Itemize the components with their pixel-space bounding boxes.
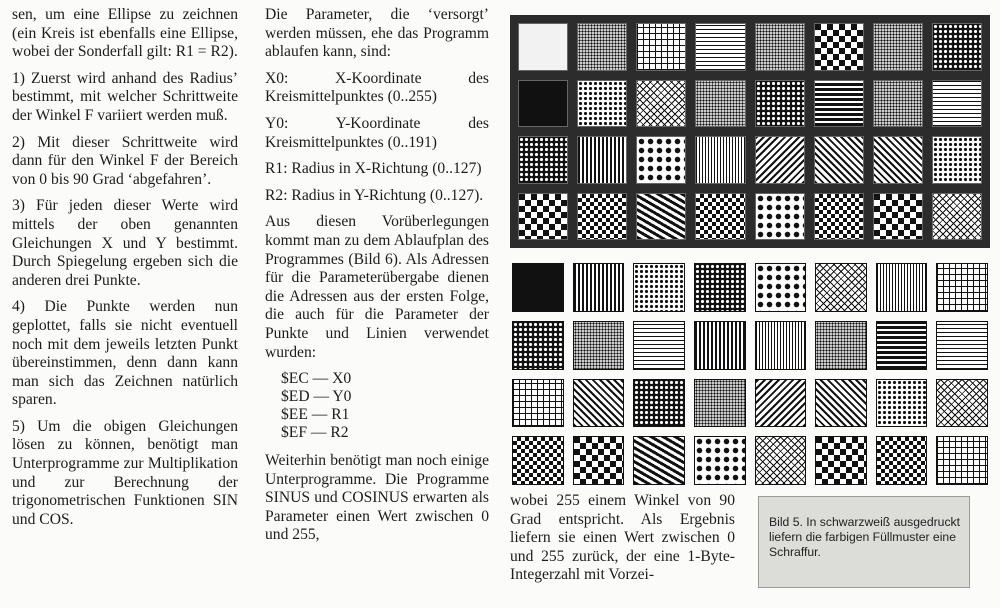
color-pattern-tile	[932, 80, 982, 128]
parameter-y0: Y0: Y-Koordinate des Kreismittelpunktes (0..191)	[265, 114, 489, 151]
color-pattern-tile	[518, 193, 568, 241]
color-pattern-tile	[873, 136, 923, 184]
color-pattern-tile	[814, 136, 864, 184]
bw-pattern-tile	[936, 436, 988, 485]
color-pattern-tile	[636, 80, 686, 128]
bw-pattern-tile	[876, 321, 928, 370]
color-pattern-tile	[932, 136, 982, 184]
parameter-r1: R1: Radius in X-Richtung (0..127)	[265, 160, 482, 178]
text-column-3	[510, 492, 735, 593]
bw-pattern-tile	[936, 379, 988, 428]
color-pattern-tile	[755, 80, 805, 128]
text-column-1	[12, 6, 238, 537]
bw-pattern-tile	[694, 321, 746, 370]
color-pattern-tile	[577, 193, 627, 241]
paragraph: 3) Für jeden dieser Werte wird mittels der oben genannten Gleichungen X und Y bestimmt. Durch Spiegelung ergeben sich die anderen drei Punkte.	[12, 197, 238, 289]
color-pattern-tile	[814, 193, 864, 241]
bw-pattern-tile	[512, 379, 564, 428]
bw-pattern-tile	[633, 321, 685, 370]
paragraph: 5) Um die obigen Gleichungen lösen zu können, benötigt man Unterprogramme zur Multiplikation und zur Berechnung der trigonometrischen Funktionen SIN und COS.	[12, 417, 238, 528]
color-pattern-tile	[518, 23, 568, 71]
bw-pattern-tile	[694, 263, 746, 312]
address-list	[281, 370, 489, 442]
bw-pattern-tile	[573, 321, 625, 370]
bw-pattern-tile	[512, 263, 564, 312]
caption-text: Bild 5. In schwarzweiß ausgedruckt liefern die farbigen Füllmuster eine Schraffur.	[769, 515, 961, 559]
color-pattern-tile	[873, 193, 923, 241]
color-pattern-tile	[695, 80, 745, 128]
bw-pattern-tile	[755, 321, 807, 370]
paragraph: 4) Die Punkte werden nun geplottet, falls sie nicht eventuell noch mit dem jeweils letzten Punkt übereinstimmen, denn dann kann man sich das Zeichnen natürlich sparen.	[12, 298, 238, 409]
bw-pattern-tile	[755, 379, 807, 428]
color-pattern-tile	[518, 80, 568, 128]
color-pattern-tile	[695, 136, 745, 184]
color-pattern-tile	[755, 193, 805, 241]
bw-pattern-tile	[694, 379, 746, 428]
color-pattern-tile	[577, 80, 627, 128]
parameter-r2: R2: Radius in Y-Richtung (0..127).	[265, 186, 484, 204]
bw-pattern-tile	[815, 436, 867, 485]
bw-pattern-tile	[936, 263, 988, 312]
paragraph: 1) Zuerst wird anhand des Radius’ bestimmt, mit welcher Schrittweite der Winkel F variiert werden muß.	[12, 69, 238, 124]
bw-pattern-tile	[633, 379, 685, 428]
address-item: $ED — Y0	[281, 388, 352, 406]
bw-pattern-tile	[633, 263, 685, 312]
paragraph: wobei 255 einem Winkel von 90 Grad entspricht. Als Ergebnis liefern sie einen Wert zwischen 0 und 255 zurück, der eine 1-Byte-Integerzahl mit Vorzei-	[510, 492, 735, 584]
address-item: $EF — R2	[281, 424, 349, 442]
color-pattern-tile	[755, 136, 805, 184]
color-pattern-tile	[814, 80, 864, 128]
color-pattern-tile	[636, 136, 686, 184]
bw-pattern-tile	[633, 436, 685, 485]
paragraph: Aus diesen Vorüberlegungen kommt man zu dem Ablaufplan des Programmes (Bild 6). Als Adressen für die Parameterübergabe dienen die Adressen aus der ersten Folge, die auch für die Parameter der Punkte und Linien verwendet wurden:	[265, 213, 489, 361]
bw-pattern-tile	[573, 379, 625, 428]
color-pattern-tile	[873, 23, 923, 71]
paragraph: Weiterhin benötigt man noch einige Unterprogramme. Die Programme SINUS und COSINUS erwarten als Parameter einen Wert zwischen 0 und 255,	[265, 452, 489, 544]
bw-pattern-tile	[573, 436, 625, 485]
bw-pattern-tile	[815, 321, 867, 370]
color-pattern-tile	[695, 193, 745, 241]
color-pattern-tile	[932, 23, 982, 71]
bw-pattern-tile	[876, 379, 928, 428]
figure-caption	[758, 496, 970, 588]
bw-pattern-tile	[512, 436, 564, 485]
parameter-x0: X0: X-Koordinate des Kreismittelpunktes (0..255)	[265, 69, 489, 106]
bw-pattern-tile	[936, 321, 988, 370]
paragraph: Die Parameter, die ‘versorgt’ werden müssen, ehe das Programm ablaufen kann, sind:	[265, 6, 489, 61]
bw-pattern-tile	[815, 263, 867, 312]
text-column-2	[265, 6, 489, 553]
paragraph: sen, um eine Ellipse zu zeichnen (ein Kreis ist ebenfalls eine Ellipse, wobei der Sonderfall gilt: R1 = R2).	[12, 6, 238, 61]
color-pattern-tile	[755, 23, 805, 71]
address-item: $EE — R1	[281, 406, 350, 424]
bw-pattern-tile	[512, 321, 564, 370]
bw-pattern-tile	[876, 263, 928, 312]
paragraph: 2) Mit dieser Schrittweite wird dann für den Winkel F der Bereich von 0 bis 90 Grad ‘abgefahren’.	[12, 133, 238, 188]
color-pattern-tile	[695, 23, 745, 71]
color-pattern-tile	[932, 193, 982, 241]
color-pattern-tile	[636, 193, 686, 241]
color-pattern-tile	[518, 136, 568, 184]
bw-pattern-tile	[815, 379, 867, 428]
address-item: $EC — X0	[281, 370, 352, 388]
bw-pattern-tile	[755, 263, 807, 312]
color-pattern-tile	[577, 23, 627, 71]
bw-pattern-tile	[694, 436, 746, 485]
bw-pattern-tile	[755, 436, 807, 485]
bw-pattern-tile	[573, 263, 625, 312]
bw-pattern-tile	[876, 436, 928, 485]
bw-fill-pattern-printout	[510, 260, 990, 488]
color-pattern-tile	[873, 80, 923, 128]
color-pattern-tile	[577, 136, 627, 184]
color-pattern-tile	[814, 23, 864, 71]
color-pattern-tile	[636, 23, 686, 71]
color-fill-pattern-photo	[510, 15, 990, 248]
